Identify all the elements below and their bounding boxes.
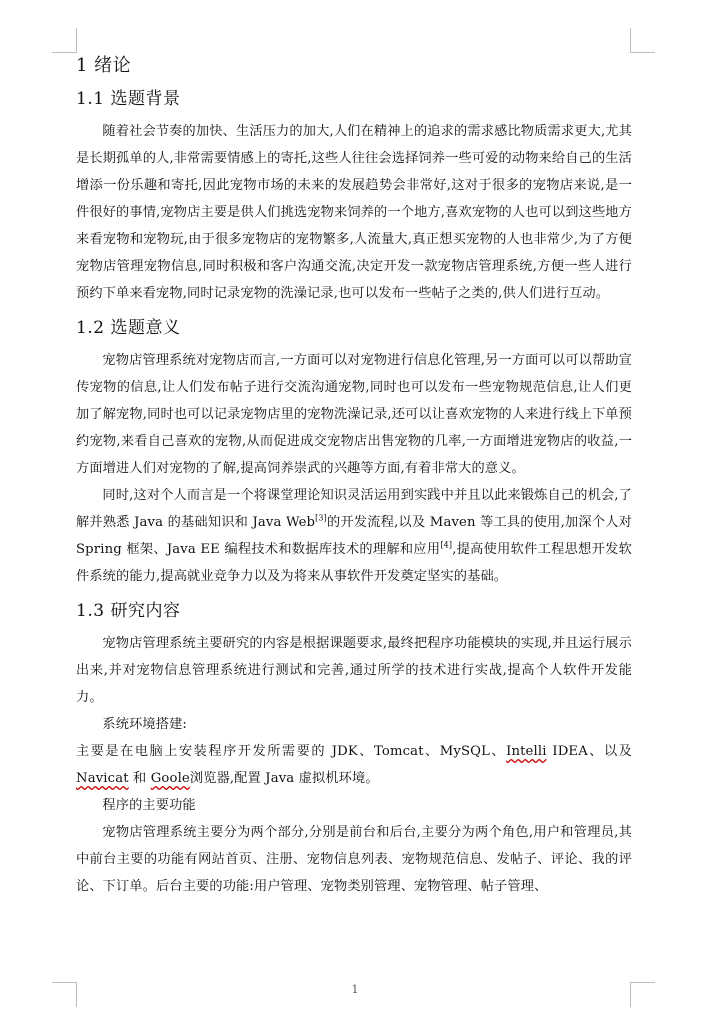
spellcheck-word: Goole <box>150 771 190 786</box>
functions-paragraph: 宠物店管理系统主要分为两个部分,分别是前台和后台,主要分为两个角色,用户和管理员,其中前台主要的功能有网站首页、注册、宠物信息列表、宠物规范信息、发帖子、评论、我的评论、下订单。后台主要的功能:用户管理、宠物类别管理、宠物管理、帖子管理、 <box>76 825 632 894</box>
env-paragraph <box>76 738 632 792</box>
section-heading-research: 1.3 研究内容 <box>76 601 181 621</box>
text-fragment: 浏览器,配置 Java 虚拟机环境。 <box>189 771 379 786</box>
document-body <box>76 50 632 900</box>
text-fragment: 的开发流程,以及 Maven 等工具的使用,加深个人对 Spring 框架、Java EE 编程技术和数据库技术的理解和应用 <box>76 515 632 557</box>
section-heading-significance: 1.2 选题意义 <box>76 318 181 338</box>
significance-paragraph-1: 宠物店管理系统对宠物店而言,一方面可以对宠物进行信息化管理,另一方面可以可以帮助宣传宠物的信息,让人们发布帖子进行交流沟通宠物,同时也可以发布一些宠物规范信息,让人们更加了解宠物,同时也可以记录宠物店里的宠物洗澡记录,还可以让喜欢宠物的人来进行线上下单预约宠物,来看自己喜欢的宠物,从而促进成交宠物店出售宠物的几率,一方面增进宠物店的收益,一方面增进人们对宠物的了解,提高饲养崇武的兴趣等方面,有着非常大的意义。 <box>76 353 632 476</box>
page-number: 1 <box>351 983 359 996</box>
section-heading-background: 1.1 选题背景 <box>76 89 181 109</box>
text-fragment: 和 <box>128 771 151 786</box>
crop-mark-top-right <box>630 28 655 53</box>
significance-paragraph-2 <box>76 482 632 590</box>
text-fragment: ,提高使用软件工程思想开发软件系统的能力,提高就业竞争力以及为将来从事软件开发奠定坚实的基础。 <box>76 542 632 584</box>
functions-label: 程序的主要功能 <box>102 798 196 813</box>
env-label: 系统环境搭建: <box>102 717 188 732</box>
text-fragment: 同时,这对个人而言是一个将课堂理论知识灵活运用到实践中并且以此来锻炼自己的机会,了解并熟悉 Java 的基础知识和 Java Web <box>76 488 632 530</box>
chapter-title: 1 绪论 <box>76 55 132 76</box>
background-paragraph: 随着社会节奏的加快、生活压力的加大,人们在精神上的追求的需求感比物质需求更大,尤其是长期孤单的人,非常需要情感上的寄托,这些人往往会选择饲养一些可爱的动物来给自己的生活增添一份乐趣和寄托,因此宠物市场的未来的发展趋势会非常好,这对于很多的宠物店来说,是一件很好的事情,宠物店主要是供人们挑选宠物来饲养的一个地方,喜欢宠物的人也可以到这些地方来看宠物和宠物玩,由于很多宠物店的宠物繁多,人流量大,真正想买宠物的人也非常少,为了方便宠物店管理宠物信息,同时积极和客户沟通交流,决定开发一款宠物店管理系统,方便一些人进行预约下单来看宠物,同时记录宠物的洗澡记录,也可以发布一些帖子之类的,供人们进行互动。 <box>76 124 632 301</box>
citation-ref: [4] <box>440 540 453 550</box>
text-fragment: 主要是在电脑上安装程序开发所需要的 JDK、Tomcat、MySQL、 <box>76 744 507 759</box>
spellcheck-word: Intelli <box>506 744 547 759</box>
crop-mark-top-left <box>52 28 77 53</box>
text-fragment: IDEA、以及 <box>546 744 632 759</box>
research-intro-paragraph: 宠物店管理系统主要研究的内容是根据课题要求,最终把程序功能模块的实现,并且运行展示出来,并对宠物信息管理系统进行测试和完善,通过所学的技术进行实战,提高个人软件开发能力。 <box>76 636 632 705</box>
spellcheck-word: Navicat <box>76 771 129 786</box>
citation-ref: [3] <box>315 513 327 523</box>
